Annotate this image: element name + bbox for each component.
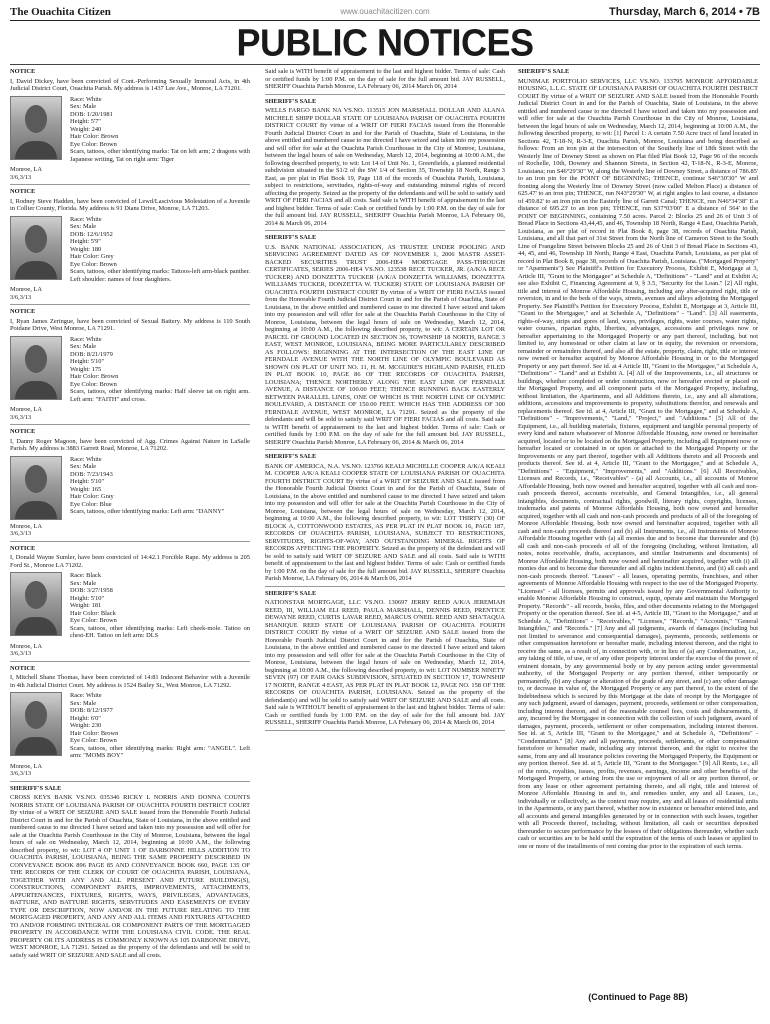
sheriff-sale-body: Said sale is WITH benefit of appraisement to the last and highest bidder. Terms of sale: Cash or certified funds by 1:00 P.M. on the day of sale for the full amount bid. JAY RUSSELL, SHERIFF Ouachita Parish Monroe, LA February 06, 2014 March 06, 2014 <box>265 68 505 90</box>
notice-heading: NOTICE <box>10 544 36 552</box>
offender-detail-line: Scars, tattoos, other identifying marks: Left cheek-mole. Tattoo on chest-EH. Tattoo on left arm: DLS <box>70 624 250 639</box>
offender-detail-line: Race: White <box>70 692 102 699</box>
offender-detail-line: Scars, tattoos, other identifying marks: Tat on left arm; 2 dragons with Japanese writing, Tat on right arm: Tiger <box>70 148 250 163</box>
photo-shoulders <box>15 261 57 279</box>
offender-detail-line: DOB: 8/21/1979 <box>70 350 113 358</box>
photo-shoulders <box>15 501 57 519</box>
notice-separator <box>10 424 250 425</box>
photo-shoulders <box>15 141 57 159</box>
offender-detail-line: Hair Color: Grey <box>70 253 114 260</box>
offender-detail-line: Height: 5'10" <box>70 358 105 365</box>
offender-detail-line: Eye Color: Brown <box>70 140 117 148</box>
column-3 <box>518 68 758 984</box>
sheriff-sale-body: U.S. BANK NATIONAL ASSOCIATION, AS TRUSTEE UNDER POOLING AND SERVICING AGREEMENT DATED AS OF NOVEMBER 1, 2006 MASTR ASSET-BACKED SECURITIES TRUST 2006-HE4 MORTGAGE PASS-THROUGH CERTIFICATES, SERIES 2006-HE4 VS.NO. 123538 RECE TUCKER, JR. (A/K/A RECE TUCKER) AND DONZETTA TUCKER (A/K/A DONZETTA WILLIAMS, DONZETTA WILLIAMS TUCKER, DONZETTA W. TUCKER) STATE OF LOUISIANA PARISH OF OUACHITA FOURTH DISTRICT COURT By virtue of a WRIT OF FIERI FACIAS issued from the Honorable Fourth Judicial District Court in and for the Parish of Ouachita, State of Louisiana, in the above entitled and numbered cause to me directed I have seized and taken into my possession and will offer for sale at the Ouachita Parish Courthouse in the City of Monroe, Louisiana, between the legal hours of sale on Wednesday, March 12, 2014, beginning at 10:00 A.M., the following described property, to wit: A CERTAIN LOT OR PARCEL OF GROUND LOCATED IN SECTION 36, TOWNSHIP 18 NORTH, RANGE 3 EAST, WEST MONROE, LOUISIANA, BEING MORE PARTICULARLY DESCRIBED AS FOLLOWS: BEGINNING AT THE INTERSECTION OF THE EAST LINE OF FERNDALE AVENUE WITH THE NORTH LINE OF OLYMPIC BOULEVARD AS SHOWN ON PLAT OF UNIT NO. 11, H. M. MCGUIRE'S HIGHLAND PARISH, FILED IN PLAT BOOK 10, PAGE 86 OF THE RECORDS OF OUACHITA PARISH, LOUISIANA; THENCE NORTHERLY ALONG THE EAST LINE OF FERNDALE AVENUE, A DISTANCE OF 100.00 FEET; THENCE RUNNING BACK EASTERLY BETWEEN PARALLEL LINES, ONE OF WHICH IS THE NORTH LINE OF OLYMPIC BOULEVARD, A DISTANCE OF 150.00 FEET. WHICH HAS THE ADDRESS OF 300 FERNDALE AVENUE, WEST MONROE, LA 71291. Seized as the property of the defendants and will be sold to satisfy said WRIT OF FIERI FACIAS and all costs. Said sale is WITH benefit of appraisement to the last and highest bidder. Terms of sale: Cash or certified funds by 1:00 P.M. on the day of sale for the full amount bid. JAY RUSSELL, SHERIFF Ouachita Parish Monroe, LA February 06, 2014 & March 06, 2014 <box>265 243 505 446</box>
section-banner: PUBLIC NOTICES <box>236 20 534 64</box>
notice-intro: I, Donald Wayne Sumler, have been convicted of 14:42.1 Forcible Rape. My address is 205 Ford St., Monroe LA 71202. <box>10 554 250 569</box>
offender-record <box>10 216 250 284</box>
offender-detail-line: Scars, tattoos, other identifying marks: Half sleeve tat on right arm. Left arm: "FAITH" and cross. <box>70 388 250 403</box>
notice-intro: I, Mitchell Shane Thomas, have been convicted of 14:81 Indecent Behavior with a Juvenile in 4th Judicial District Court. My address is 1524 Bailey St., West Monroe, LA 71292. <box>10 674 250 689</box>
offender-detail-line: Hair Color: Gray <box>70 493 114 500</box>
offender-detail-line: DOB: 1/20/1981 <box>70 110 113 118</box>
offender-detail-line: Height: 5'7" <box>70 118 101 125</box>
offender-detail-line: Hair Color: Brown <box>70 729 119 737</box>
offender-photo <box>10 336 62 400</box>
offender-details <box>70 572 250 640</box>
offender-detail-line: Hair Color: Brown <box>70 373 119 380</box>
notice-footer: Monroe, LA 3/6,3/13 <box>10 642 42 657</box>
column-1 <box>10 68 250 1020</box>
offender-record <box>10 96 250 164</box>
offender-photo <box>10 692 62 756</box>
offender-detail-line: DOB: 12/6/1952 <box>70 230 113 238</box>
sheriff-sale-body: WELLS FARGO BANK NA VS.NO. 113515 JON MARSHALL DOLLAR AND ALANA MICHELE SHIPP DOLLAR STATE OF LOUISIANA PARISH OF OUACHITA FOURTH DISTRICT COURT By virtue of a WRIT OF FIERI FACIAS issued from the Honorable Fourth Judicial District Court in and for the Parish of Ouachita, State of Louisiana, in the above entitled and numbered cause to me directed I have seized and taken into my possession and will offer for sale at the Ouachita Parish Courthouse in the City of Monroe, Louisiana, between the legal hours of sale on Wednesday, March 12, 2014, beginning at 10:00 A.M., the following described property, to wit: Lot 14 of Unit No. 1, Greenfields, a planned residential subdivision situated in the S1/2 of the SW 1/4 of Section 35, Township 18 North, Range 3 East, as per plat in Plat Book 19, Page 118 of the records of Ouachita Parish, Louisiana, subject to restrictions, servitudes, rights-of-way and outstanding mineral rights of record affecting the property. Seized as the property of the defendants and will be sold to satisfy said WRIT OF FIERI FACIAS and all costs. Said sale is WITH benefit of appraisement to the last and highest bidder. Terms of sale: Cash or certified funds by 1:00 P.M. on the day of sale for the full amount bid. JAY RUSSELL, SHERIFF Ouachita Parish Monroe, LA February 06, 2014 & March 06, 2014 <box>265 107 505 227</box>
sheriff-sale-heading: SHERIFF'S SALE <box>265 97 317 105</box>
issue-date-page: Thursday, March 6, 2014 • 7B <box>609 6 760 18</box>
offender-detail-line: Height: 5'10" <box>70 594 105 602</box>
banner-rule <box>10 64 760 65</box>
notice-intro: I, Rodney Steve Hadden, have been convicted of Lewd/Lascivious Molestation of a Juvenile in Collier County, Florida. My address is 91 Dians Drive, Monroe, LA 71203. <box>10 197 250 212</box>
offender-detail-line: Sex: Male <box>70 223 97 230</box>
offender-details <box>70 336 250 404</box>
offender-record <box>10 692 250 760</box>
offender-detail-line: Weight: 230 <box>70 722 102 729</box>
offender-detail-line: Scars, tattoos, other identifying marks: Tattoos-left arm-black panther. Left shoulder: names of four daughters. <box>70 268 250 283</box>
notice-separator <box>265 730 505 731</box>
sheriff-sale-body: MUNIMAE PORTFOLIO SERVICES, LLC VS.NO. 133795 MONROE AFFORDABLE HOUSING, L.L.C. STATE OF LOUISIANA PARISH OF OUACHITA FOURTH DISTRICT COURT By virtue of a WRIT OF SEIZURE AND SALE issued from the Honorable Fourth Judicial District Court in and for the Parish of Ouachita, State of Louisiana, in the above entitled and numbered cause to me directed I have seized and taken into my possession and will offer for sale at the Ouachita Parish Courthouse in the City of Monroe, Louisiana, between the legal hours of sale on Wednesday, March 12, 2014, beginning at 10:00 A.M., the following described property, to wit: [1] Parcel 1: A certain 7.50 Acre tract of land located in Sections 42, T-18-N, R-3-E, Ouachita Parish, Monroe, Louisiana and being described as follows: From an iron pin at the intersection of the Southerly line of 18th Street with the Westerly line of Downey Street as shown on Plat filed Plat Book 12, Page 96 of the records of Rochelle, 10th, Downey and Shannon Streets, in Section 42, T-18-N., R-3-E, Monroe, Louisiana; run S46°29'30" W, along the Westerly line of Downey Street, a distance of 786.85' to an iron pin for the POINT OF BEGINNING; THENCE, continue S46°30'30" W and fronting along the Westerly line of Downey Street (now called Melton Place) a distance of 625.47' to an iron pin; THENCE, run N43°29'30" W, at right angles to last course, a distance of 459.82' to an iron pin on the Easterly line of Garrett Canal; THENCE, run N46°34'38" E a distance of 695.23' to an iron pin; THENCE, run S37°03'00" E a distance of 564' to the POINT OF BEGINNING, containing 7.50 acres. Parcel 2: Blocks 25 and 26 of Unit 3 of Bread Place in Sections 43,44,45, and 46, Township 18 North, Range 4 East, Ouachita Parish, Louisiana, as per plat of record in Plat Book 8, page 38, records of Ouachita Parish, Louisiana, and all that part of 31st Street from the North line of Cameron Street to the South Line of Frangeline Street between Blocks 25 and 26 of Unit 3 of Bread Place in Sections 43, 44, 45, and 46, Township 18 North, Range 4 East, Ouachita Parish, Louisiana, as per plat of record in Plat Book 8, page 38, records of Ouachita Parish, Louisiana. ("Mortgaged Property" or "Apartments") See Plaintiff's Petition for Executory Process, Exhibit E, Mortgage at 3, Article III, "Grant to the Mortgagee" at Schedule A, "Definitions" - "Land" and at Exhibit A; see also Exhibit C, Financing Agreement at 9, § 3.5, "Security for the Loan." [2] All right, title and interest of Monroe Affordable Housing, including any after-acquired right, title or reversion, in and to the beds of the ways, streets, avenues and alleys adjoining the Mortgaged Property. See Plaintiff's Petition for Executory Process, Exhibit E, Mortgage at 3, Article III, "Grant to the Mortgagee," and at Schedule A, "Definitions" - "Land". [3] All easements, rights-of-way, strips and gores of land, ways, privileges, rights, water courses, water rights, water courses, riparian rights, liberties, advantages, accessions and privileges now or hereafter appertaining to the Mortgaged Property or any part thereof, including, but not limited to, any homestead or other claim at law or in equity, the reversion or reversions, remainder or remainders thereof, and also all the estate, property, claim, right, title or interest now owned or hereafter acquired by Monroe Affordable Housing in or to the Mortgaged Property or any part thereof. See id. at 4 Article III, "Grant to the Mortgagee," at Schedule A, "Definitions" - "Land" and at Exhibit A. [4] All of the Improvements, i.e., all structures or buildings, whether completed or under construction, now or hereafter erected or placed on the Mortgaged Property, and all component parts of the Mortgaged Property, including, without limitation, the Apartments, and all Additions thereto, i.e., any and all alterations, additions, accessions and improvements to property, substitutions therefor, and renewals and replacements thereof. See id. at 4, Article III, "Grant to the Mortgagee," and at Schedule A, "Definitions" - "Improvements," "Land," "Project," and "Additions." [5] All of the Equipment, i.e., all building materials, fixtures, equipment and tangible personal property of every kind and nature whatsoever of Monroe Affordable Housing, now owned or hereinafter acquired, located or to be located on the Mortgaged Property, including all Equipment now or hereafter located or contained in or upon or attached to the Mortgaged Property or the Improvements or any part thereof, together with all Additions thereto and all Proceeds and products thereof. See id. at 4, Article III, "Grant to the Mortgagee," and at Schedule A, "Definitions" - "Equipment," "Improvements," and "Additions." [6] All Receivables, Licenses and Records, i.e., "Receivables" - (a) all Accounts, i.e., all accounts of Monroe Affordable Housing, both now owned and hereafter acquired, together with all cash and non-cash proceeds thereof, accounts receivable, and General Intangibles, i.e., all general intangibles, documents, contractual rights, goodwill, literary rights, copyrights, licenses, trademarks and patents of Monroe Affordable Housing, both now owned and hereafter acquired, together with all cash and non-cash proceeds and products of all of the foregoing of Monroe Affordable Housing, both now owned and hereinafter acquired, together with all cash and non-cash proceeds thereof and (b) all Instruments, i.e., all Instruments of Monroe Affordable Housing together with (a) all monies due and to become due thereunder and (b) all cash and non-cash proceeds of all of the foregoing (including, without limitation, all notes, notes receivable, drafts, acceptances, and similar Instruments and documents) of Monroe Affordable Housing, both now owned and hereinafter acquired, together with (i) all monies due and to become due thereunder and all rights incident thereto, and (ii) all cash and non-cash proceeds thereof. "Leases" - all leases, operating permits, franchises, and other agreements of Monroe Affordable Housing with respect to the use of the Mortgaged Property. "Licenses" - all licenses, permits and approvals issued by any Governmental Authority to enable Monroe Affordable Housing to construct, equip, operate and maintain the Mortgaged Property. "Records" - all records, books, files, and other documents relating to the Mortgaged Property or the operation thereof. See id. at 4-5, Article III, "Grant to the Mortgagee," and at Schedule A, "Definitions" - "Receivables," "Licenses," "Records," "Accounts," "General Intangibles," and "Records." [7] Any and all judgments, awards of damages (including but not limited to severance and consequential damages), payments, proceeds, settlements or other compensation heretofore or hereafter made, including interest thereon, and the right to receive the same, as a result of, in connection with, or in lieu of (a) any Condemnation, i.e., any taking of title, of use, or of any other property interest under the exercise of the power of eminent domain, by any governmental body or by any person acting under governmental authority, of the Mortgaged Property or any portion thereof, either temporarily or permanently, (b) any change or alteration of the grade of any street, and (c) any other damage to, or decrease in value of, the Mortgaged Property or any part thereof, to the extent of the Indebtedness which is secured by this Mortgage at the date of receipt by the Mortgagee of any such judgment, award of damages, payment, proceeds, settlement or other compensation, including interest thereon, and of the reasonable counsel fees, costs and disbursements, if any, incurred by the Mortgagee in connection with the collection of such judgment, award of damages, payment, proceeds, settlement or other compensation, including interest thereon. See id. at 5, Article III, "Grant to the Mortgagee," and at Schedule A, "Definitions" - "Condemnation." [8] Any and all payments, proceeds, settlements, or other compensation heretofore or hereafter made, including any interest thereon, and the right to receive the same, from any and all insurance policies covering the Mortgaged Property, the Equipment or any portion thereof. See id. at 5, Article III, "Grant to the Mortgagee." [9] All Rents, i.e., all of the rents, royalties, issues, profits, revenues, earnings, income and other benefits of the Mortgaged Property, or arising from the use or enjoyment of all or any portion thereof, or from any lease or other agreement pertaining thereto, and all right, title and interest of Monroe Affordable Housing in and to, and remedies under, any and all Leases, i.e., individually or collectively, as the context may require, any and all leases of residential units in the Apartments, or any part thereof, whether now in existence or hereafter entered into, and all accounts and general intangibles generated by or in connection with such leases, together with all Proceeds thereof, including, without limitation, all cash or securities deposited thereunder to secure performance by the lessees of their obligations thereunder, whether such cash or securities are to be held until the expiration of the terms of such leases or applied to one or more of the installments of rent coming due prior to the expiration of such terms. <box>518 77 758 850</box>
offender-detail-line: Race: White <box>70 335 102 343</box>
notice-separator <box>10 661 250 662</box>
offender-detail-line: Race: White <box>70 215 102 223</box>
notice-footer: Monroe, LA 3/6,3/13 <box>10 762 42 777</box>
offender-detail-line: DOB: 7/23/1943 <box>70 470 113 478</box>
notice-separator <box>10 304 250 305</box>
sheriff-sale-heading: SHERIFF'S SALE <box>518 68 570 75</box>
notice-heading: NOTICE <box>10 68 36 75</box>
offender-record <box>10 456 250 520</box>
notice-separator <box>265 94 505 95</box>
notice-separator <box>265 449 505 450</box>
sheriff-sale-heading: SHERIFF'S SALE <box>265 234 317 241</box>
offender-details <box>70 692 250 760</box>
offender-detail-line: Height: 5'10" <box>70 478 105 485</box>
offender-details <box>70 216 250 284</box>
offender-detail-line: Race: Black <box>70 572 102 579</box>
notice-separator <box>265 586 505 587</box>
offender-detail-line: Weight: 165 <box>70 485 102 493</box>
offender-detail-line: Weight: 240 <box>70 125 102 133</box>
sheriff-sale-body: NATIONSTAR MORTGAGE, LLC VS.NO. 130697 JERRY REED A/K/A JEREMIAH REED, III, WILLIAM ELI REED, PAULA MARSHALL, DENNIS REED, PRENTICE DEWAYNE REED, CURTIS LAVAR REED, MARCUS O'NEIL REED AND SHA'TAQUA SHANIQUE REED STATE OF LOUISIANA PARISH OF OUACHITA FOURTH DISTRICT COURT By virtue of a WRIT OF SEIZURE AND SALE issued from the Honorable Fourth Judicial District Court in and for the Parish of Ouachita, State of Louisiana, in the above entitled and numbered cause to me directed I have seized and taken into my possession and will offer for sale at the Ouachita Parish Courthouse in the City of Monroe, Louisiana, between the legal hours of sale on Wednesday, March 12, 2014, beginning at 10:00 A.M., the following described property, to wit: LOT NUMBER NINETY SEVEN (97) OF FAIR OAKS SUBDIVISION, SITUATED IN SECTION 17, TOWNSHIP 17 NORTH, RANGE 4 EAST, AS PER PLAT IN PLAT BOOK 12, PAGE NO. 158 OF THE RECORDS OF OUACHITA PARISH, LOUISIANA. Seized as the property of the defendant(s) and will be sold to satisfy said WRIT OF SEIZURE AND SALE and all costs. Said sale is WITHOUT benefit of appraisement to the last and highest bidder. Terms of sale: Cash or certified funds by 1:00 P.M. on the day of sale for the full amount bid. JAY RUSSELL, SHERIFF Ouachita Parish Monroe, LA February 06, 2014 & March 06, 2014 <box>265 599 505 726</box>
photo-head <box>25 581 47 609</box>
offender-detail-line: DOB: 8/12/1977 <box>70 707 113 714</box>
offender-detail-line: Weight: 180 <box>70 245 102 253</box>
sheriff-sale-heading: SHERIFF'S SALE <box>265 589 317 597</box>
photo-shoulders <box>15 737 57 755</box>
notice-footer: Monroe, LA 3/6,3/13 <box>10 166 42 181</box>
offender-detail-line: Weight: 175 <box>70 365 102 373</box>
notice-separator <box>10 541 250 542</box>
notice-footer: Monroe, LA 3/6,3/13 <box>10 286 42 301</box>
notice-separator <box>265 230 505 231</box>
offender-detail-line: Sex: Male <box>70 103 97 110</box>
notice-intro: I, Danny Roger Magoon, have been convicted of Agg. Crimes Against Nature in LaSalle Parish. My address is 3883 Garrett Road, Monroe, LA 71202. <box>10 437 250 452</box>
column-2 <box>265 68 505 1020</box>
offender-photo <box>10 572 62 636</box>
sheriff-sale-body: CROSS KEYS BANK VS.NO. 035346 RICKY L NORRIS AND DONNA COUNTS NORRIS STATE OF LOUISIANA PARISH OF OUACHITA FOURTH DISTRICT COURT By virtue of a WRIT OF SEIZURE AND SALE issued from the Honorable Fourth Judicial District Court in and for the Parish of Ouachita, State of Louisiana, in the above entitled and numbered cause to me directed I have seized and taken into my possession and will offer for sale at the Ouachita Parish Courthouse in the City of Monroe, Louisiana, between the legal hours of sale on Wednesday, March 12, 2014, beginning at 10:00 A.M., the following described property, to wit: LOT 4 OF UNIT 1 OF DARBONNE HILLS ADDITION TO OUACHITA PARISH, LOUISIANA, BEING THE SAME PROPERTY DESCRIBED IN CONVEYANCE BOOK 896 PAGE 85 AND CONVEYANCE BOOK 660, PAGE 135 OF THE RECORDS OF THE CLERK OF COURT OF OUACHITA PARISH, LOUISIANA, TOGETHER WITH ANY AND ALL PRESENT AND FUTURE BUILDING(S), CONSTRUCTIONS, COMPONENT PARTS, IMPROVEMENTS, ATTACHMENTS, APPURTENANCES, FIXTURES, RIGHTS, WAYS, PRIVILEGES, ADVANTAGES, BATTURE, AND BATTURE RIGHTS, SERVITUDES AND EASEMENTS OF EVERY TYPE OR DESCRIPTION, NOW AND/OR IN THE FUTURE RELATING TO THE MORTGAGED PROPERTY, AND ANY AND ALL ITEMS AND FIXTURES ATTACHED TO AND/OR FORMING INTEGRAL OR COMPONENT PARTS OF THE MORTGAGED PROPERTY IN ACCORDANCE WITH THE LOUISIANA CIVIL CODE. THE REAL PROPERTY OR ITS ADDRESS IS COMMONLY KNOWN AS 105 DARBONNE DRIVE, WEST MONROE, LA 71291. Seized as the property of the defendants and will be sold to satisfy said WRIT OF SEIZURE AND SALE and all costs. <box>10 794 250 959</box>
notice-intro: I, Ryan James Zeringue, have been convicted of Sexual Battery. My address is 110 South Poidane Drive, West Monroe, LA 71291. <box>10 317 250 332</box>
photo-shoulders <box>15 381 57 399</box>
offender-detail-line: Eye Color: Blue <box>70 500 112 508</box>
notice-intro: I, David Dickey, have been convicted of Cont.-Performing Sexually Immoral Acts, in 4th Judicial District Court, Ouachita Parish. My address is 1437 Lee Ave., Monroe, LA 71201. <box>10 77 250 92</box>
notice-separator <box>10 184 250 185</box>
offender-detail-line: Race: White <box>70 455 102 463</box>
offender-detail-line: Weight: 181 <box>70 602 102 609</box>
notice-footer: Monroe, LA 3/6,3/13 <box>10 406 42 421</box>
sheriff-sale-heading: SHERIFF'S SALE <box>265 453 317 460</box>
photo-head <box>25 465 47 493</box>
offender-detail-line: Scars, tattoos, other identifying marks: Left arm: "DANNY" <box>70 508 225 515</box>
sheriff-sale-heading: SHERIFF'S SALE <box>10 784 62 792</box>
photo-head <box>25 345 47 373</box>
offender-detail-line: Scars, tattoos, other identifying marks: Right arm: "ANGEL". Left arm: "MOMS BOY" <box>70 744 250 759</box>
photo-head <box>25 701 47 729</box>
offender-detail-line: DOB: 3/27/1958 <box>70 587 113 594</box>
offender-detail-line: Height: 5'9" <box>70 238 101 245</box>
offender-detail-line: Sex: Male <box>70 463 97 470</box>
offender-details <box>70 96 250 164</box>
offender-detail-line: Race: White <box>70 95 102 103</box>
notice-heading: NOTICE <box>10 188 36 195</box>
offender-detail-line: Eye Color: Brown <box>70 260 117 268</box>
offender-detail-line: Hair Color: Brown <box>70 133 119 140</box>
offender-detail-line: Eye Color: Brown <box>70 380 117 388</box>
offender-detail-line: Hair Color: Black <box>70 609 116 617</box>
offender-detail-line: Eye Color: Brown <box>70 617 117 624</box>
photo-head <box>25 105 47 133</box>
continued-notice: (Continued to Page 8B) <box>588 992 688 1002</box>
photo-shoulders <box>15 617 57 635</box>
notice-separator <box>10 781 250 782</box>
notice-heading: NOTICE <box>10 308 36 315</box>
newspaper-url[interactable]: www.ouachitacitizen.com <box>340 7 430 16</box>
notice-heading: NOTICE <box>10 664 36 672</box>
offender-detail-line: Sex: Male <box>70 343 97 350</box>
offender-photo <box>10 216 62 280</box>
offender-detail-line: Sex: Male <box>70 699 97 707</box>
offender-details <box>70 456 250 520</box>
notice-heading: NOTICE <box>10 428 36 435</box>
sheriff-sale-body: BANK OF AMERICA, N.A. VS.NO. 123766 KEALI MICHELLE COOPER A/K/A KEALI M. COOPER A/K/A KEALI COOPER STATE OF LOUISIANA PARISH OF OUACHITA FOURTH DISTRICT COURT By virtue of a WRIT OF SEIZURE AND SALE issued from the Honorable Fourth Judicial District Court in and for the Parish of Ouachita, State of Louisiana, in the above entitled and numbered cause to me directed I have seized and taken into my possession and will offer for sale at the Ouachita Parish Courthouse in the City of Monroe, Louisiana, between the legal hours of sale on Wednesday, March 12, 2014, beginning at 10:00 A.M., the following described property, to wit: LOT THIRTY (30) OF BLOCK A, COTTONWOOD ESTATES, AS PER PLAT IN PLAT BOOK 16, PAGE 187, RECORDS OF OUACHITA PARISH, LOUISIANA, SUBJECT TO RESTRICTIONS, SERVITUDES, RIGHTS-OF-WAY, AND OUTSTANDING MINERAL RIGHTS OF RECORDS AFFECTING THE PROPERTY. Seized as the property of the defendant and will be sold to satisfy said WRIT OF SEIZURE AND SALE and all costs. Said sale is WITH benefit of appraisement to the last and highest bidder. Terms of sale: Cash or certified funds by 1:00 P.M. on the day of sale for the full amount bid. JAY RUSSELL, SHERIFF Ouachita Parish Monroe, LA February 06, 2014 & March 06, 2014 <box>265 462 505 582</box>
photo-head <box>25 225 47 253</box>
offender-photo <box>10 96 62 160</box>
offender-photo <box>10 456 62 520</box>
newspaper-name: The Ouachita Citizen <box>10 6 111 18</box>
offender-detail-line: Height: 6'0" <box>70 714 101 722</box>
notice-footer: Monroe, LA 3/6,3/13 <box>10 522 42 537</box>
offender-record <box>10 336 250 404</box>
offender-record <box>10 572 250 640</box>
offender-detail-line: Sex: Male <box>70 579 97 587</box>
offender-detail-line: Eye Color: Brown <box>70 737 117 744</box>
